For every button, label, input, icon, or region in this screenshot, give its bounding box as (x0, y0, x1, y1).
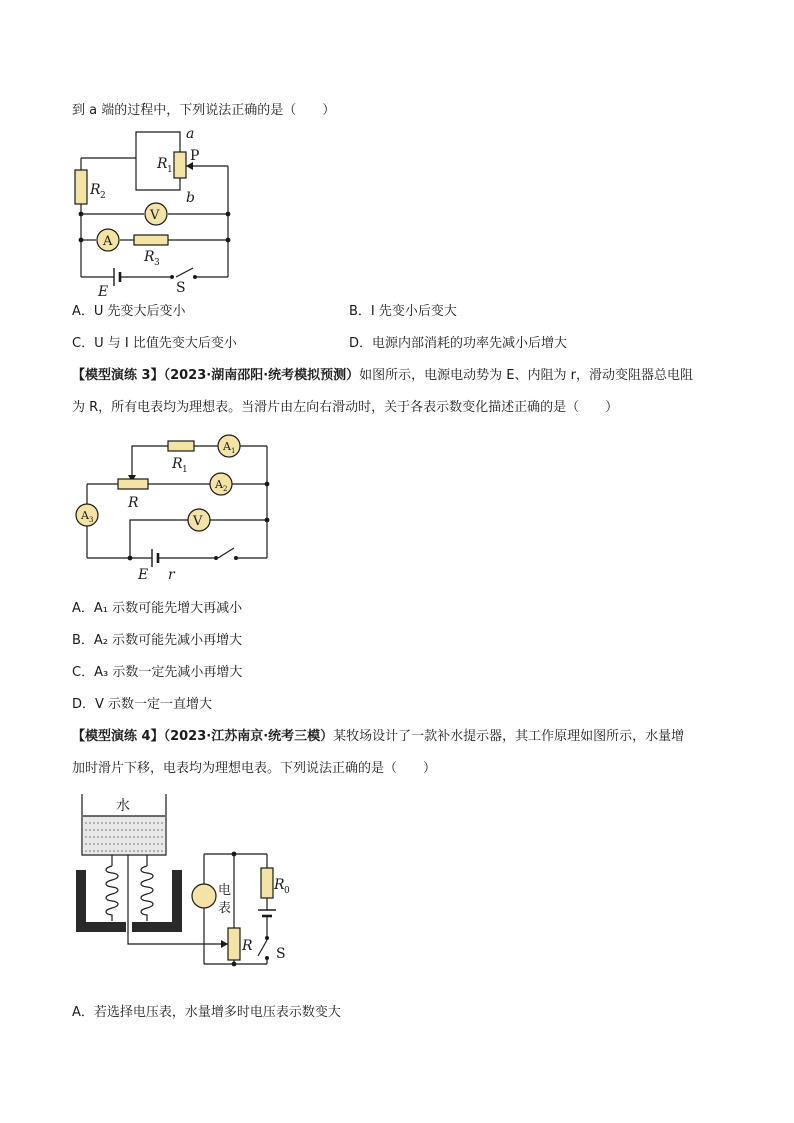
q3-source: （2023·湖南邵阳·统考模拟预测） (163, 368, 360, 383)
q4-stem-line2: 加时滑片下移，电表均为理想电表。下列说法正确的是（ ） (72, 761, 437, 776)
q2-label-a: a (186, 126, 195, 142)
q3-label-a1-sub: 1 (231, 447, 236, 455)
q4-label-meter-2: 表 (218, 901, 232, 916)
q4-spring-left (106, 866, 118, 921)
q3-label-e: E (138, 567, 149, 583)
q4-base-left (76, 870, 126, 932)
q3-label-r-internal: r (168, 567, 175, 583)
q4-tag: 【模型演练 4】 (72, 729, 164, 744)
q3-label-r1-sub: 1 (182, 465, 188, 475)
q3-option-b[interactable]: B．A₂ 示数可能先减小再增大 (72, 633, 243, 648)
q2-label-r3: R (144, 249, 155, 265)
q3-label-r1: R (172, 456, 183, 472)
q2-label-p: P (190, 148, 200, 164)
q3-option-c[interactable]: C．A₃ 示数一定先减小再增大 (72, 665, 243, 680)
q4-stem-text: 某牧场设计了一款补水提示器，其工作原理如图所示，水量增 (333, 729, 685, 744)
q4-meter (192, 884, 216, 908)
q4-option-a[interactable]: A．若选择电压表，水量增多时电压表示数变大 (72, 1005, 341, 1020)
q3-label-v: V (193, 514, 203, 529)
q2-label-r2-sub: 2 (100, 191, 106, 201)
q4-spring-right (141, 866, 153, 921)
q3-label-a3: A (81, 509, 89, 522)
q4-circuit-diagram (72, 790, 312, 985)
q2-r3-resistor (134, 235, 168, 245)
q4-label-meter-1: 电 (218, 883, 232, 898)
q3-r1-resistor (168, 441, 194, 451)
q4-label-water: 水 (116, 798, 130, 814)
q2-r1-resistor (174, 152, 186, 178)
q3-tag: 【模型演练 3】 (72, 368, 164, 383)
q2-option-a[interactable]: A．U 先变大后变小 (72, 304, 186, 319)
q3-label-a2-sub: 2 (223, 485, 228, 493)
q4-label-r0-sub: 0 (284, 886, 290, 896)
q2-option-b[interactable]: B．I 先变小后变大 (349, 304, 457, 319)
q2-r2-resistor (75, 170, 87, 204)
q2-label-r1: R (157, 156, 168, 172)
q2-option-d[interactable]: D．电源内部消耗的功率先减小后增大 (349, 336, 568, 351)
q2-label-r2: R (90, 182, 101, 198)
q2-label-v: V (150, 208, 160, 223)
q2-label-e: E (98, 284, 109, 300)
q3-stem-text: 如图所示，电源电动势为 E、内阻为 r，滑动变阻器总电阻 (359, 368, 693, 383)
q2-label-b: b (186, 190, 195, 206)
q3-label-a3-sub: 3 (89, 516, 94, 524)
q4-label-s: S (276, 946, 286, 962)
q4-water (83, 816, 165, 854)
q3-stem-line2: 为 R，所有电表均为理想表。当滑片由左向右滑动时，关于各表示数变化描述正确的是（ ） (72, 400, 619, 415)
q3-option-d[interactable]: D．V 示数一定一直增大 (72, 697, 213, 712)
q3-option-a[interactable]: A．A₁ 示数可能先增大再减小 (72, 601, 243, 616)
q4-source: （2023·江苏南京·统考三模） (163, 729, 334, 744)
q2-option-c[interactable]: C．U 与 I 比值先变大后变小 (72, 336, 237, 351)
q2-label-ammeter: A (103, 234, 113, 249)
q2-label-r1-sub: 1 (167, 165, 173, 175)
q3-circuit-diagram (72, 432, 292, 592)
q4-r-rheostat (228, 928, 240, 960)
q2-circuit-diagram (68, 122, 308, 307)
q4-stem-line1 (72, 728, 684, 746)
q3-label-r: R (128, 495, 139, 511)
q2-label-s: S (176, 280, 186, 296)
q4-label-r0: R (274, 877, 285, 893)
q3-label-a1: A (223, 440, 231, 453)
q3-r-rheostat (118, 479, 148, 489)
q2-stem-tail: 到 a 端的过程中，下列说法正确的是（ ） (72, 103, 336, 118)
q4-r0-resistor (261, 868, 273, 898)
q2-label-r3-sub: 3 (154, 258, 160, 268)
q3-stem-line1 (72, 367, 693, 385)
q3-label-a2: A (215, 478, 223, 491)
q4-base-right (132, 870, 182, 932)
q4-label-r: R (242, 938, 253, 954)
